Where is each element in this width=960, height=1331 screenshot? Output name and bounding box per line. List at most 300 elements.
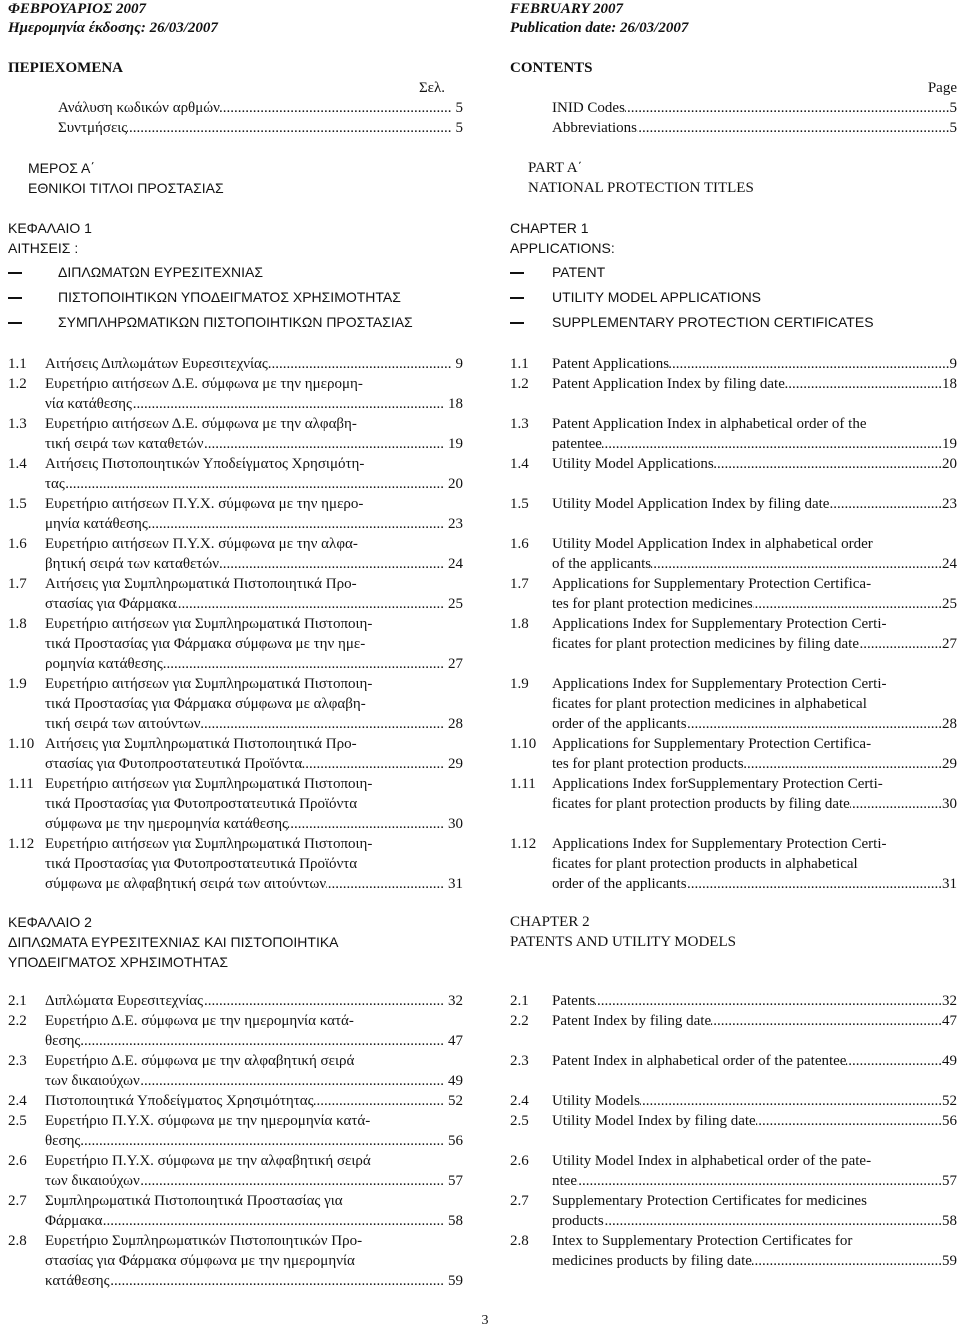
dot-leader <box>785 374 942 394</box>
dot-leader <box>314 1091 444 1111</box>
entry-text-line: tes for plant protection products <box>552 756 744 772</box>
dot-leader <box>163 654 444 674</box>
toc-entry-gr <box>8 774 463 834</box>
dot-leader <box>714 454 942 474</box>
page-number: 56 <box>942 1113 957 1129</box>
chapter-1-toc <box>8 354 957 894</box>
chapter-title-en: PATENTS AND UTILITY MODELS <box>510 934 736 950</box>
entry-body <box>45 534 463 574</box>
entry-text-line: Applications Index for Supplementary Protection Certi- <box>552 616 887 632</box>
entry-last-line <box>552 434 957 454</box>
dot-leader <box>200 714 444 734</box>
entry-text-line: Utility Model Applications <box>552 456 714 472</box>
toc-row <box>8 1191 957 1231</box>
entry-last-line <box>552 991 957 1011</box>
entry-last-line <box>45 434 463 454</box>
dot-leader <box>744 754 942 774</box>
contents-item-text: Ανάλυση κωδικών αρθμών <box>58 100 220 116</box>
toc-row <box>8 674 957 734</box>
toc-entry-en <box>510 674 957 734</box>
entry-last-line <box>552 714 957 734</box>
entry-body <box>45 1151 463 1191</box>
chapter-label-gr: ΚΕΦΑΛΑΙΟ 2 <box>8 914 92 930</box>
entry-text-line: Ευρετήριο Δ.Ε. σύμφωνα με την ημερομηνία κατά- <box>45 1013 354 1029</box>
entry-number: 2.4 <box>8 1093 27 1109</box>
entry-last-line <box>45 1271 463 1291</box>
entry-text-line: νία κατάθεσης <box>45 396 132 412</box>
toc-entry-en <box>510 414 957 454</box>
entry-text-line: κατάθεσης <box>45 1273 110 1289</box>
toc-row <box>8 734 957 774</box>
page-number: 23 <box>448 516 463 532</box>
entry-text-line: products <box>552 1213 604 1229</box>
page-number: 25 <box>448 596 463 612</box>
toc-entry-gr <box>8 734 463 774</box>
entry-number: 2.7 <box>8 1193 27 1209</box>
entry-body <box>45 991 463 1011</box>
toc-entry-en <box>510 1011 957 1031</box>
entry-number: 1.5 <box>510 496 529 512</box>
page-number: 47 <box>942 1013 957 1029</box>
entry-body <box>552 991 957 1011</box>
toc-entry-en <box>510 1231 957 1271</box>
entry-number: 2.2 <box>510 1013 529 1029</box>
dash-bullet-icon <box>510 272 524 274</box>
entry-body <box>552 1231 957 1271</box>
page-number: 58 <box>448 1213 463 1229</box>
dot-leader <box>80 1131 444 1151</box>
toc-entry-gr <box>8 1111 463 1151</box>
dot-leader <box>110 1271 444 1291</box>
entry-text-line: των δικαιούχων <box>45 1173 140 1189</box>
dot-leader <box>651 554 942 574</box>
page-number: 18 <box>448 396 463 412</box>
entry-last-line <box>552 1051 957 1071</box>
dot-leader <box>756 1111 942 1131</box>
entry-text-line: τικά Προστασίας για Φυτοπροστατευτικά Προϊόντα <box>45 856 358 872</box>
entry-number: 1.10 <box>8 736 35 752</box>
dot-leader <box>204 434 444 454</box>
page-number: 49 <box>942 1053 957 1069</box>
entry-body <box>552 1111 957 1131</box>
entry-last-line <box>552 794 957 814</box>
entry-number: 1.8 <box>510 616 529 632</box>
entry-last-line <box>552 1211 957 1231</box>
page-number: 56 <box>448 1133 463 1149</box>
chapter-1-english <box>510 218 957 335</box>
entry-last-line <box>45 554 463 574</box>
entry-text-line: Ευρετήριο αιτήσεων για Συμπληρωματικά Πιστοποιη- <box>45 676 373 692</box>
entry-body <box>552 534 957 574</box>
entry-text-line: των δικαιούχων <box>45 1073 140 1089</box>
dot-leader <box>220 98 452 118</box>
entry-text-line: Ευρετήριο αιτήσεων για Συμπληρωματικά Πιστοποιη- <box>45 776 373 792</box>
dot-leader <box>669 354 949 374</box>
entry-body <box>45 574 463 614</box>
entry-last-line <box>45 1091 463 1111</box>
entry-number: 1.3 <box>510 416 529 432</box>
dot-leader <box>302 754 444 774</box>
entry-text-line: Patent Application Index by filing date <box>552 376 785 392</box>
toc-entry-gr <box>8 534 463 574</box>
entry-text-line: Applications Index for Supplementary Protection Certi- <box>552 676 887 692</box>
toc-row <box>8 1231 957 1291</box>
bullet-text: UTILITY MODEL APPLICATIONS <box>552 289 762 305</box>
page-number: 57 <box>448 1173 463 1189</box>
page-number: 25 <box>942 596 957 612</box>
part-title-gr: ΕΘΝΙΚΟΙ ΤΙΤΛΟΙ ΠΡΟΣΤΑΣΙΑΣ <box>28 180 224 196</box>
toc-row <box>8 494 957 534</box>
page-number: 30 <box>942 796 957 812</box>
contents-greek <box>8 58 463 138</box>
entry-number: 1.8 <box>8 616 27 632</box>
toc-entry-en <box>510 1051 957 1071</box>
dot-leader <box>127 118 451 138</box>
chapter-label-gr: ΚΕΦΑΛΑΙΟ 1 <box>8 220 92 236</box>
toc-row <box>8 574 957 614</box>
entry-number: 1.10 <box>510 736 537 752</box>
dot-leader <box>65 474 444 494</box>
entry-text-line: τικά Προστασίας για Φάρμακα σύμφωνα με αλφαβη- <box>45 696 366 712</box>
dot-leader <box>637 118 950 138</box>
page-number: 52 <box>448 1093 463 1109</box>
page-number: 47 <box>448 1033 463 1049</box>
bullet-list-en <box>510 260 957 335</box>
toc-entry-gr <box>8 991 463 1011</box>
toc-row <box>8 834 957 894</box>
entry-text-line: Applications Index for Supplementary Protection Certi- <box>552 836 887 852</box>
entry-number: 1.2 <box>8 376 27 392</box>
entry-text-line: βητική σειρά των καταθετών <box>45 556 219 572</box>
entry-body <box>552 354 957 374</box>
entry-last-line <box>45 394 463 414</box>
page-number: 31 <box>448 876 463 892</box>
entry-body <box>45 354 463 374</box>
entry-last-line <box>45 714 463 734</box>
entry-text-line: τικά Προστασίας για Φυτοπροστατευτικά Προϊόντα <box>45 796 358 812</box>
entry-text-line: Patent Applications <box>552 356 670 372</box>
entry-last-line <box>552 1251 957 1271</box>
toc-entry-gr <box>8 574 463 614</box>
entry-number: 1.2 <box>510 376 529 392</box>
entry-body <box>45 1051 463 1091</box>
entry-last-line <box>552 1111 957 1131</box>
toc-row <box>8 1151 957 1191</box>
page-number: 32 <box>942 993 957 1009</box>
entry-number: 2.5 <box>8 1113 27 1129</box>
entry-body <box>45 1091 463 1111</box>
page-number: 31 <box>942 876 957 892</box>
entry-number: 1.5 <box>8 496 27 512</box>
entry-text-line: order of the applicants <box>552 876 687 892</box>
entry-number: 1.9 <box>510 676 529 692</box>
toc-row <box>8 774 957 834</box>
publication-date-gr: Ημερομηνία έκδοσης: 26/03/2007 <box>8 20 218 36</box>
toc-entry-gr <box>8 354 463 374</box>
entry-last-line <box>552 1171 957 1191</box>
entry-body <box>552 494 957 514</box>
entry-number: 1.9 <box>8 676 27 692</box>
toc-row <box>8 454 957 494</box>
page-number: 59 <box>448 1273 463 1289</box>
dot-leader <box>711 1011 942 1031</box>
entry-text-line: Ευρετήριο Συμπληρωματικών Πιστοποιητικών Προ- <box>45 1233 363 1249</box>
entry-last-line <box>45 594 463 614</box>
entry-body <box>552 374 957 394</box>
dot-leader <box>203 991 444 1011</box>
entry-text-line: τας <box>45 476 65 492</box>
contents-item-text: Συντμήσεις <box>58 120 128 136</box>
entry-last-line <box>45 474 463 494</box>
entry-number: 1.7 <box>510 576 529 592</box>
entry-last-line <box>552 354 957 374</box>
entry-text-line: Utility Model Application Index by filing date <box>552 496 830 512</box>
part-a-english <box>510 158 957 198</box>
dot-leader <box>625 98 950 118</box>
entry-last-line <box>45 1071 463 1091</box>
page-number: 24 <box>942 556 957 572</box>
entry-text-line: ficates for plant protection products in alphabetical <box>552 856 858 872</box>
toc-row <box>8 1111 957 1151</box>
dot-leader <box>752 1251 942 1271</box>
entry-text-line: Αιτήσεις Πιστοποιητικών Υποδείγματος Χρησιμότη- <box>45 456 365 472</box>
bullet-item <box>8 285 463 310</box>
entry-last-line <box>552 594 957 614</box>
entry-text-line: τική σειρά των καταθετών <box>45 436 204 452</box>
toc-row <box>8 1011 957 1051</box>
bullet-item <box>510 285 957 310</box>
dot-leader <box>687 714 942 734</box>
page-number: 19 <box>942 436 957 452</box>
entry-text-line: σύμφωνα με αλφαβητική σειρά των αιτούντων <box>45 876 327 892</box>
page-number: 58 <box>942 1213 957 1229</box>
entry-last-line <box>45 1031 463 1051</box>
dot-leader <box>176 594 444 614</box>
entry-number: 1.4 <box>510 456 529 472</box>
page-number: 27 <box>942 636 957 652</box>
part-title-en: NATIONAL PROTECTION TITLES <box>528 180 754 196</box>
bullet-list-gr <box>8 260 463 335</box>
dot-leader <box>604 1211 942 1231</box>
entry-number: 2.1 <box>8 993 27 1009</box>
entry-body <box>552 1011 957 1031</box>
toc-entry-gr <box>8 1011 463 1051</box>
entry-body <box>552 834 957 894</box>
entry-text-line: μηνία κατάθεσης <box>45 516 148 532</box>
toc-row <box>8 374 957 414</box>
page-number: 28 <box>448 716 463 732</box>
entry-text-line: σύμφωνα με την ημερομηνία κατάθεσης <box>45 816 288 832</box>
bullet-text: SUPPLEMENTARY PROTECTION CERTIFICATES <box>552 314 874 330</box>
entry-last-line <box>552 1011 957 1031</box>
toc-entry-en <box>510 574 957 614</box>
dot-leader <box>829 494 942 514</box>
entry-text-line: Αιτήσεις για Συμπληρωματικά Πιστοποιητικά Προ- <box>45 736 357 752</box>
entry-text-line: Intex to Supplementary Protection Certificates for <box>552 1233 853 1249</box>
page-number: 57 <box>942 1173 957 1189</box>
page-number: 24 <box>448 556 463 572</box>
entry-last-line <box>45 654 463 674</box>
part-label-gr: ΜΕΡΟΣ Α΄ <box>28 160 95 176</box>
entry-number: 2.6 <box>510 1153 529 1169</box>
entry-text-line: Utility Model Application Index in alphabetical order <box>552 536 873 552</box>
page-number: 52 <box>942 1093 957 1109</box>
contents-item-text: INID Codes <box>552 100 625 116</box>
entry-number: 1.11 <box>8 776 34 792</box>
dot-leader <box>687 874 942 894</box>
entry-number: 2.6 <box>8 1153 27 1169</box>
dot-leader <box>595 991 942 1011</box>
dot-leader <box>103 1211 445 1231</box>
entry-text-line: στασίας για Φυτοπροστατευτικά Προϊόντα <box>45 756 303 772</box>
chapter-2-greek <box>8 912 463 972</box>
page-number: 18 <box>942 376 957 392</box>
entry-text-line: Ευρετήριο αιτήσεων για Συμπληρωματικά Πιστοποιη- <box>45 616 373 632</box>
entry-text-line: ficates for plant protection medicines by filing date <box>552 636 859 652</box>
entry-last-line <box>552 874 957 894</box>
toc-entry-en <box>510 354 957 374</box>
dot-leader <box>132 394 444 414</box>
entry-number: 2.8 <box>8 1233 27 1249</box>
entry-number: 1.4 <box>8 456 27 472</box>
page-number: 20 <box>942 456 957 472</box>
entry-text-line: Applications Index forSupplementary Protection Certi- <box>552 776 883 792</box>
header-greek <box>8 0 463 38</box>
toc-entry-en <box>510 1111 957 1131</box>
entry-body <box>552 674 957 734</box>
entry-text-line: patentee <box>552 436 602 452</box>
entry-text-line: στασίας για Φάρμακα σύμφωνα με την ημερομηνία <box>45 1253 355 1269</box>
toc-row <box>8 534 957 574</box>
page-number: 5 <box>455 100 463 116</box>
dash-bullet-icon <box>8 322 22 324</box>
entry-number: 1.12 <box>510 836 537 852</box>
dot-leader <box>148 514 444 534</box>
toc-entry-en <box>510 1151 957 1191</box>
toc-entry-gr <box>8 374 463 414</box>
chapter-subtitle-en: APPLICATIONS: <box>510 240 615 256</box>
bullet-item <box>510 260 957 285</box>
entry-body <box>552 1091 957 1111</box>
entry-text-line: θεσης <box>45 1033 81 1049</box>
contents-item-text: Abbreviations <box>552 120 637 136</box>
entry-body <box>45 494 463 534</box>
toc-entry-en <box>510 494 957 514</box>
entry-text-line: Ευρετήριο αιτήσεων Δ.Ε. σύμφωνα με την ημερομη- <box>45 376 363 392</box>
contents-item <box>58 98 463 118</box>
entry-number: 2.3 <box>8 1053 27 1069</box>
toc-row <box>8 1051 957 1091</box>
toc-entry-en <box>510 1191 957 1231</box>
entry-number: 2.4 <box>510 1093 529 1109</box>
entry-body <box>552 614 957 654</box>
dot-leader <box>577 1171 942 1191</box>
entry-last-line <box>552 374 957 394</box>
entry-last-line <box>45 354 463 374</box>
chapter-title-gr: ΔΙΠΛΩΜΑΤΑ ΕΥΡΕΣΙΤΕΧΝΙΑΣ ΚΑΙ ΠΙΣΤΟΠΟΙΗΤΙΚΑ <box>8 934 339 950</box>
entry-text-line: Patent Index by filing date <box>552 1013 712 1029</box>
bullet-text: ΣΥΜΠΛΗΡΩΜΑΤΙΚΩΝ ΠΙΣΤΟΠΟΙΗΤΙΚΩΝ ΠΡΟΣΤΑΣΙΑΣ <box>58 314 413 330</box>
entry-body <box>45 774 463 834</box>
dash-bullet-icon <box>510 322 524 324</box>
entry-body <box>552 414 957 454</box>
page-number: 23 <box>942 496 957 512</box>
toc-entry-en <box>510 734 957 774</box>
entry-text-line: medicines products by filing date <box>552 1253 752 1269</box>
entry-text-line: Applications for Supplementary Protection Certifica- <box>552 736 872 752</box>
entry-text-line: Ευρετήριο Δ.Ε. σύμφωνα με την αλφαβητική σειρά <box>45 1053 355 1069</box>
entry-last-line <box>45 1131 463 1151</box>
toc-entry-gr <box>8 414 463 454</box>
dot-leader <box>859 634 942 654</box>
entry-last-line <box>45 814 463 834</box>
entry-body <box>45 1111 463 1151</box>
entry-number: 1.6 <box>510 536 529 552</box>
chapter-label-en: CHAPTER 1 <box>510 220 589 236</box>
entry-text-line: Ευρετήριο αιτήσεων Π.Υ.Χ. σύμφωνα με την αλφα- <box>45 536 358 552</box>
page-number: 28 <box>942 716 957 732</box>
entry-body <box>552 774 957 814</box>
entry-last-line <box>45 991 463 1011</box>
toc-entry-gr <box>8 834 463 894</box>
page-number: 59 <box>942 1253 957 1269</box>
entry-text-line: Διπλώματα Ευρεσιτεχνίας <box>45 993 204 1009</box>
entry-body <box>45 674 463 734</box>
entry-text-line: τικά Προστασίας για Φάρμακα σύμφωνα με την ημε- <box>45 636 366 652</box>
entry-last-line <box>552 554 957 574</box>
entry-body <box>552 1151 957 1191</box>
toc-entry-en <box>510 1091 957 1111</box>
entry-text-line: Ευρετήριο αιτήσεων Δ.Ε. σύμφωνα με την αλφαβη- <box>45 416 357 432</box>
entry-number: 2.7 <box>510 1193 529 1209</box>
entry-number: 1.7 <box>8 576 27 592</box>
entry-body <box>45 1011 463 1051</box>
contents-title-gr: ΠΕΡΙΕΧΟΜΕΝΑ <box>8 60 124 76</box>
toc-entry-en <box>510 534 957 574</box>
entry-text-line: Συμπληρωματικά Πιστοποιητικά Προστασίας για <box>45 1193 343 1209</box>
entry-last-line <box>552 634 957 654</box>
chapter-2-toc <box>8 991 957 1291</box>
entry-body <box>45 1231 463 1291</box>
page-number: 20 <box>448 476 463 492</box>
entry-last-line <box>552 1091 957 1111</box>
entry-body <box>552 1051 957 1071</box>
entry-body <box>45 414 463 454</box>
entry-body <box>45 734 463 774</box>
entry-text-line: Patent Index in alphabetical order of the patentee <box>552 1053 847 1069</box>
dot-leader <box>753 594 942 614</box>
entry-last-line <box>45 1211 463 1231</box>
entry-text-line: θεσης <box>45 1133 81 1149</box>
toc-entry-gr <box>8 1051 463 1091</box>
chapter-title-gr: ΥΠΟΔΕΙΓΜΑΤΟΣ ΧΡΗΣΙΜΟΤΗΤΑΣ <box>8 954 229 970</box>
page-column-label-gr: Σελ. <box>418 80 445 96</box>
dot-leader <box>268 354 452 374</box>
dot-leader <box>80 1031 444 1051</box>
entry-text-line: Patents <box>552 993 596 1009</box>
entry-number: 1.1 <box>8 356 27 372</box>
entry-text-line: ρομηνία κατάθεσης <box>45 656 163 672</box>
entry-text-line: Πιστοποιητικά Υποδείγματος Χρησιμότητας <box>45 1093 314 1109</box>
entry-body <box>45 1191 463 1231</box>
bullet-item <box>8 310 463 335</box>
entry-number: 1.12 <box>8 836 35 852</box>
page-number: 32 <box>448 993 463 1009</box>
dot-leader <box>846 1051 942 1071</box>
entry-text-line: Ευρετήριο αιτήσεων για Συμπληρωματικά Πιστοποιη- <box>45 836 373 852</box>
entry-body <box>45 374 463 414</box>
dot-leader <box>288 814 444 834</box>
